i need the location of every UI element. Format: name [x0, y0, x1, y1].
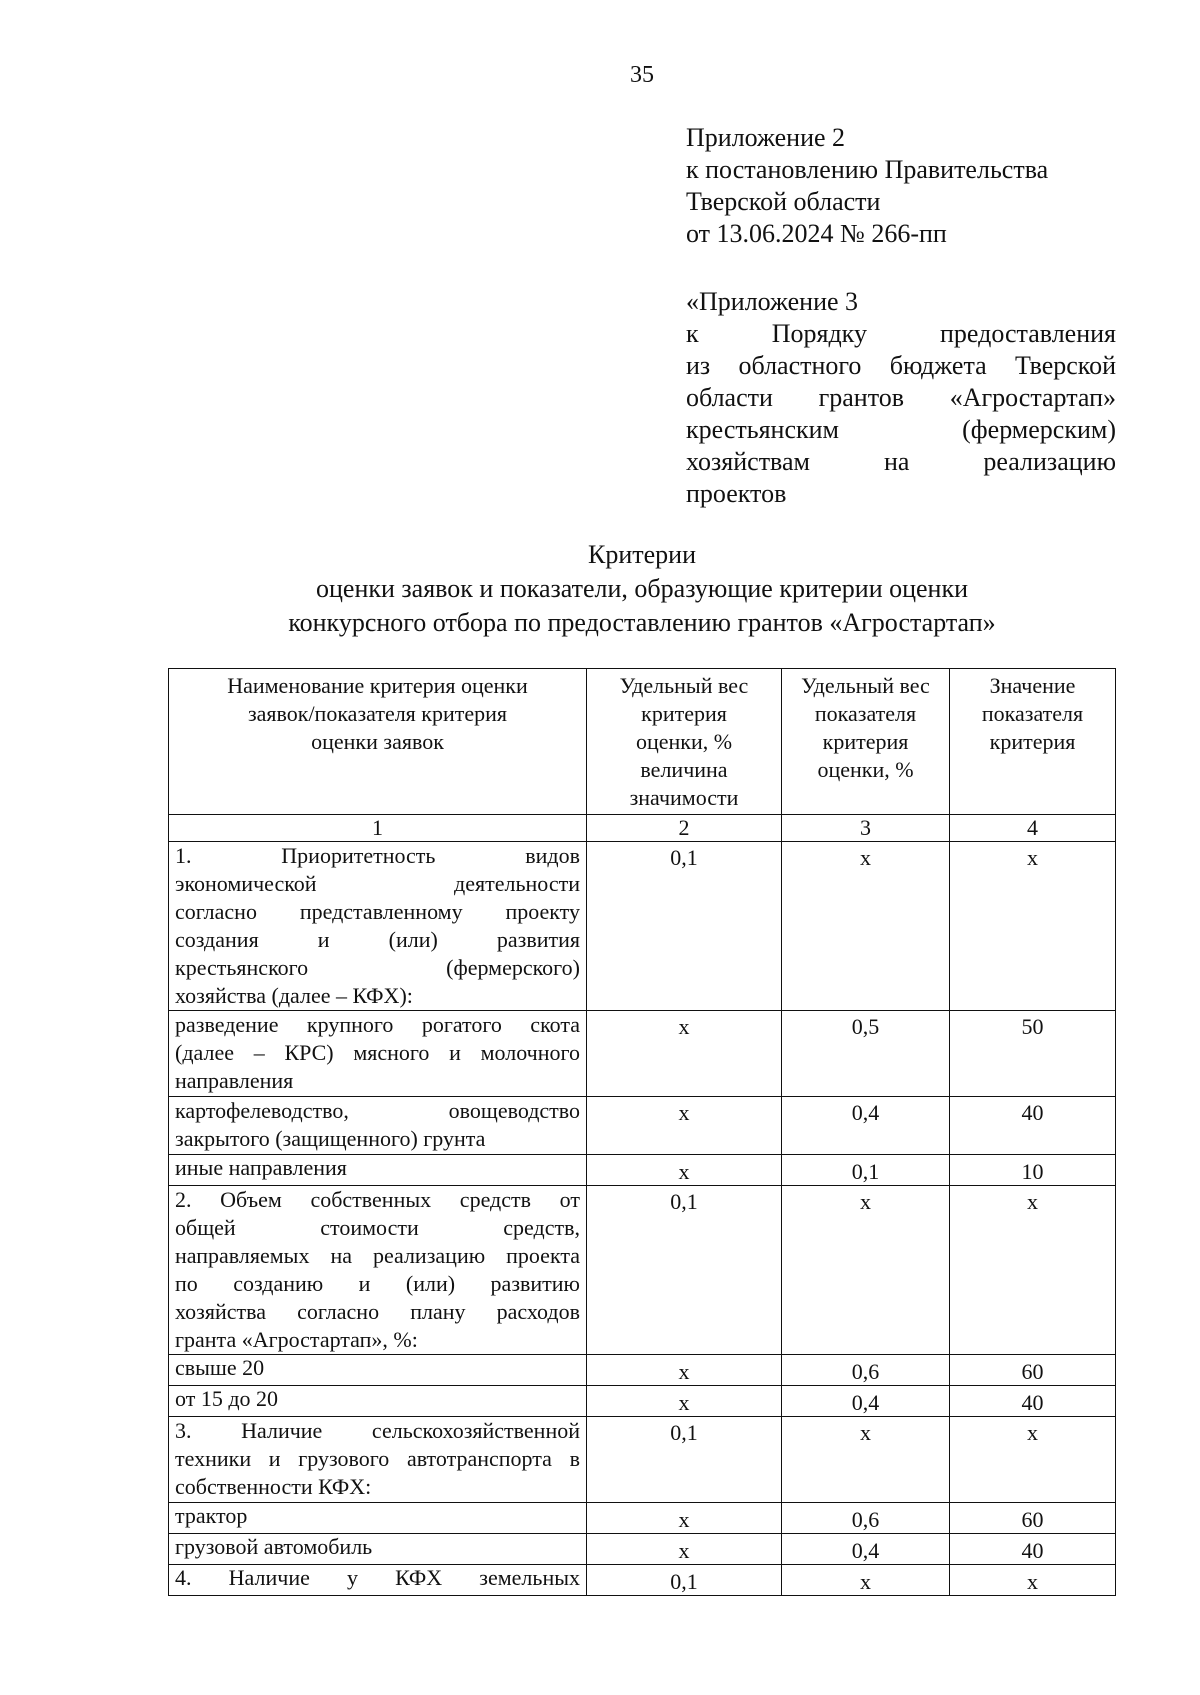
criterion-line: собственности КФХ:	[175, 1474, 372, 1499]
criterion-line: 2. Объем собственных средств от	[175, 1187, 580, 1212]
column-index: 4	[950, 815, 1116, 842]
header-criterion-weight	[587, 669, 782, 815]
header-line: показателя	[814, 701, 917, 726]
criterion-weight: 0,1	[587, 1186, 782, 1355]
title-line: Критерии	[588, 540, 696, 569]
column-index: 3	[782, 815, 950, 842]
document-title	[0, 538, 1200, 640]
criterion-name	[169, 1186, 587, 1355]
title-line: оценки заявок и показатели, образующие критерии оценки	[315, 574, 969, 603]
indicator-weight: 0,4	[782, 1534, 950, 1565]
header-line: оценки, %	[635, 729, 733, 754]
indicator-weight: х	[782, 1565, 950, 1596]
criterion-weight: 0,1	[587, 1417, 782, 1503]
indicator-weight: 0,5	[782, 1011, 950, 1097]
criterion-line: направления	[175, 1068, 294, 1093]
appendix-main-line: к постановлению Правительства	[686, 155, 1049, 184]
indicator-value: 10	[950, 1155, 1116, 1186]
criterion-name: грузовой автомобиль	[169, 1534, 587, 1565]
criterion-name	[169, 1097, 587, 1155]
title-line: конкурсного отбора по предоставлению грантов «Агростартап»	[288, 608, 996, 637]
header-line: величина	[640, 757, 728, 782]
indicator-value: 40	[950, 1534, 1116, 1565]
column-index-row	[169, 815, 1116, 842]
criterion-name: трактор	[169, 1503, 587, 1534]
indicator-weight: 0,6	[782, 1503, 950, 1534]
header-line: оценки, %	[817, 757, 914, 782]
criteria-table	[168, 668, 1116, 1596]
indicator-value: 50	[950, 1011, 1116, 1097]
header-line: Удельный вес	[801, 673, 930, 698]
criterion-weight: х	[587, 1386, 782, 1417]
criterion-weight: х	[587, 1503, 782, 1534]
indicator-value: х	[950, 842, 1116, 1011]
criterion-line: 1. Приоритетность видов	[175, 843, 580, 868]
indicator-weight: х	[782, 1417, 950, 1503]
indicator-value: 60	[950, 1503, 1116, 1534]
appendix-sub-line: области грантов «Агростартап»	[686, 383, 1116, 412]
criterion-line: гранта «Агростартап», %:	[175, 1327, 418, 1352]
indicator-weight: 0,4	[782, 1386, 950, 1417]
table-row	[169, 1503, 1116, 1534]
table-row	[169, 1386, 1116, 1417]
header-line: показателя	[981, 701, 1084, 726]
criterion-name	[169, 1565, 587, 1596]
table-row	[169, 1011, 1116, 1097]
table-row	[169, 1534, 1116, 1565]
indicator-value: х	[950, 1186, 1116, 1355]
appendix-sub-line: к Порядку предоставления	[686, 319, 1116, 348]
header-criterion-name	[169, 669, 587, 815]
criterion-weight: 0,1	[587, 842, 782, 1011]
indicator-value: 40	[950, 1097, 1116, 1155]
criterion-name: от 15 до 20	[169, 1386, 587, 1417]
criterion-name	[169, 1417, 587, 1503]
indicator-value: х	[950, 1565, 1116, 1596]
indicator-weight: 0,1	[782, 1155, 950, 1186]
criterion-line: общей стоимости средств,	[175, 1215, 580, 1240]
indicator-value: 60	[950, 1355, 1116, 1386]
indicator-weight: х	[782, 842, 950, 1011]
criterion-weight: х	[587, 1011, 782, 1097]
table-row	[169, 842, 1116, 1011]
table-row	[169, 1565, 1116, 1596]
appendix-main-line: Тверской области	[686, 187, 881, 216]
table-row	[169, 1097, 1116, 1155]
header-line: критерия	[822, 729, 909, 754]
appendix-sub-line: из областного бюджета Тверской	[686, 351, 1116, 380]
column-index: 2	[587, 815, 782, 842]
criterion-weight: х	[587, 1155, 782, 1186]
criterion-line: хозяйства согласно плану расходов	[175, 1299, 580, 1324]
criterion-name: иные направления	[169, 1155, 587, 1186]
indicator-value: 40	[950, 1386, 1116, 1417]
header-line: заявок/показателя критерия	[247, 701, 508, 726]
criterion-line: (далее – КРС) мясного и молочного	[175, 1040, 580, 1065]
header-line: Наименование критерия оценки	[227, 673, 528, 698]
criterion-line: экономической деятельности	[175, 871, 580, 896]
criterion-weight: х	[587, 1097, 782, 1155]
criterion-line: создания и (или) развития	[175, 927, 580, 952]
indicator-weight: х	[782, 1186, 950, 1355]
header-line: критерия	[641, 701, 727, 726]
appendix-main-line: Приложение 2	[686, 123, 846, 152]
criterion-weight: х	[587, 1534, 782, 1565]
appendix-sub-line: проектов	[686, 479, 787, 508]
appendix-main-heading	[686, 122, 1116, 250]
header-indicator-weight	[782, 669, 950, 815]
criterion-line: направляемых на реализацию проекта	[175, 1243, 580, 1268]
table-row	[169, 1355, 1116, 1386]
appendix-sub-line: хозяйствам на реализацию	[686, 447, 1116, 476]
header-line: оценки заявок	[311, 729, 444, 754]
criterion-line: картофелеводство, овощеводство	[175, 1098, 580, 1123]
criterion-line: 3. Наличие сельскохозяйственной	[175, 1418, 580, 1443]
appendix-sub-line: крестьянским (фермерским)	[686, 415, 1116, 444]
criterion-name: свыше 20	[169, 1355, 587, 1386]
criterion-line: разведение крупного рогатого скота	[175, 1012, 580, 1037]
table-row	[169, 1186, 1116, 1355]
header-line: критерия	[989, 729, 1076, 754]
criterion-line: закрытого (защищенного) грунта	[175, 1126, 486, 1151]
criterion-line: 4. Наличие у КФХ земельных	[175, 1565, 580, 1590]
indicator-weight: 0,6	[782, 1355, 950, 1386]
appendix-sub-line: «Приложение 3	[686, 287, 859, 316]
criterion-line: крестьянского (фермерского)	[175, 955, 580, 980]
column-index: 1	[169, 815, 587, 842]
indicator-value: х	[950, 1417, 1116, 1503]
header-line: Значение	[989, 673, 1076, 698]
table-row	[169, 1417, 1116, 1503]
indicator-weight: 0,4	[782, 1097, 950, 1155]
header-row	[169, 669, 1116, 815]
criterion-name	[169, 1011, 587, 1097]
criterion-line: по созданию и (или) развитию	[175, 1271, 580, 1296]
criterion-line: согласно представленному проекту	[175, 899, 580, 924]
criterion-line: хозяйства (далее – КФХ):	[175, 983, 413, 1008]
header-line: значимости	[629, 785, 739, 810]
page-number: 35	[630, 62, 654, 88]
criterion-name	[169, 842, 587, 1011]
header-indicator-value	[950, 669, 1116, 815]
criterion-weight: 0,1	[587, 1565, 782, 1596]
appendix-main-line: от 13.06.2024 № 266-пп	[686, 219, 947, 248]
table-row	[169, 1155, 1116, 1186]
appendix-sub-heading	[686, 286, 1116, 510]
criterion-line: техники и грузового автотранспорта в	[175, 1446, 580, 1471]
criterion-weight: х	[587, 1355, 782, 1386]
header-line: Удельный вес	[619, 673, 749, 698]
